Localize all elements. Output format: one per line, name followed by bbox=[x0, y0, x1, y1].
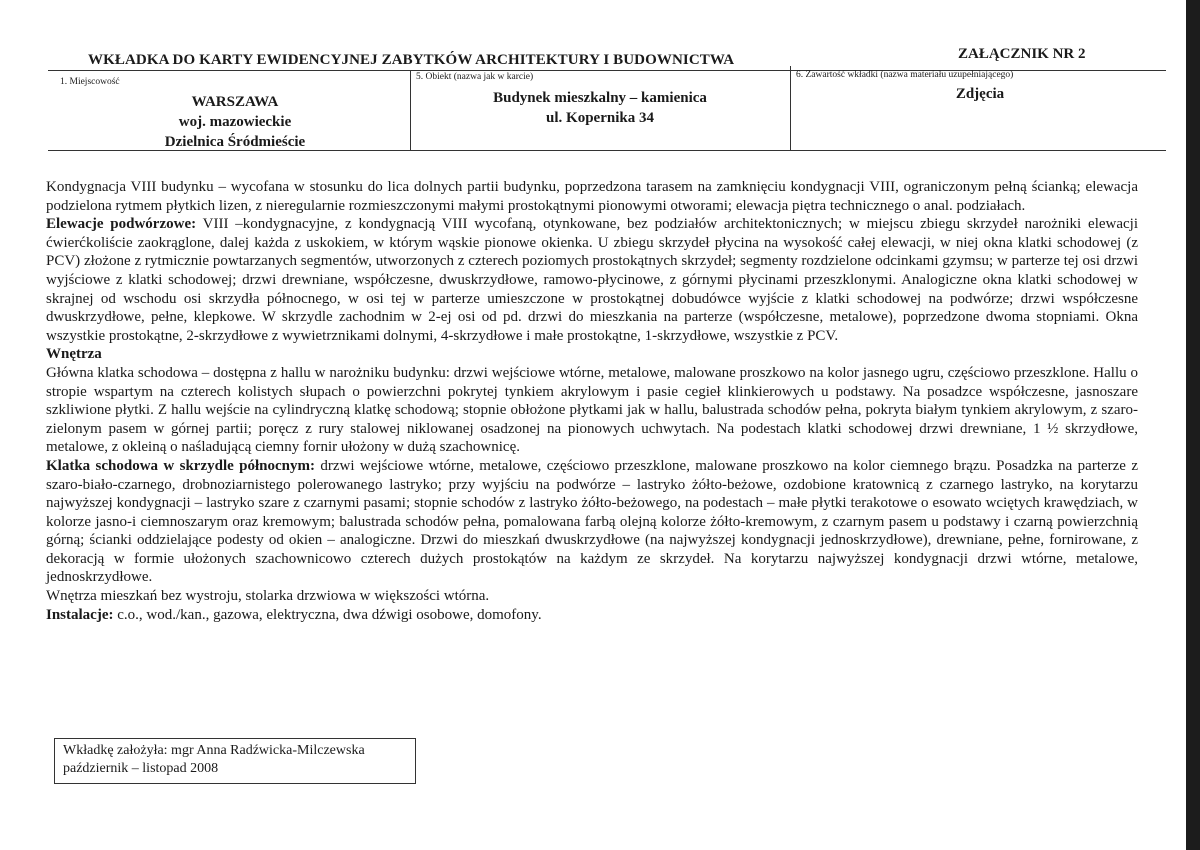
heading-installations: Instalacje: bbox=[46, 606, 114, 623]
paragraph-main-staircase: Główna klatka schodowa – dostępna z hallu w narożniku budynku: drzwi wejściowe wtórne, metalowe, malowane proszkowo na kolor jasnego ugru, częściowo przeszklone. Hallu o stropie wspartym na czterech kolistych słupach o powierzchni pokrytej tynkiem akrylowym i pasie cegieł klinkierowych u podstawy. Na posadzce współczesne, jasnoszare szkliwione płytki. Z hallu wejście na cylindryczną klatkę schodową; stopnie obłożone płytkami jak w hallu, balustrada schodów pełna, pokryta białym tynkiem akrylowym, z szaro-zielonym pasem w górnej partii; poręcz z rury stalowej niklowanej osadzonej na pionowych uchwytach. Na podestach klatki schodowej drzwi drewniane, 1 ½ skrzydłowe, metalowe, z okleiną o naśladującą ciemny fornir ułożony w dużą szachownicę. bbox=[46, 364, 1138, 456]
heading-interiors: Wnętrza bbox=[46, 346, 102, 363]
column-divider-1 bbox=[410, 70, 411, 150]
date-line: październik – listopad 2008 bbox=[63, 761, 219, 776]
paragraph-north-staircase: Klatka schodowa w skrzydle północnym: drzwi wejściowe wtórne, metalowe, częściowo przeszklone, malowane proszkowo na kolor ciemnego brązu. Posadzka na parterze z szaro-biało-czarnego, drobnoziarnistego polerowanego lastryko; przy wyjściu na podwórze – lastryko żółto-beżowe, ozdobione kratownicą z czarnego lastryko, na korytarzu najwyższej kondygnacji – lastryko szare z czarnymi pasami; stopnie schodów z lastryko żółto-beżowego, na podestach – małe płytki terakotowe o esowato wciętych krawędziach, w kolorze jasno-i ciemnoszarym oraz kremowym; balustrada schodów pełna, pomalowana farbą olejną kolorze żółto-kremowym, z czarnym pasem u podstawy i czarną powierzchnią górną; ścianki oddzielające podesty od okien – analogiczne. Drzwi do mieszkań dwuskrzydłowe (na najwyższej kondygnacji jednoskrzydłowe), drewniane, pełne, fornirowane, z dekoracją w formie ułożonych szachownicowo czterech dużych prostokątów na każdym ze skrzydeł. Na korytarzu najwyższej kondygnacji drzwi wtórne, metalowe, jednoskrzydłowe. bbox=[46, 457, 1138, 586]
location-voivodeship: woj. mazowieckie bbox=[178, 114, 292, 130]
object-type: Budynek mieszkalny – kamienica bbox=[493, 90, 707, 106]
location-label: 1. Miejscowość bbox=[60, 77, 120, 87]
description-body bbox=[46, 178, 1138, 624]
paragraph-courtyard: Elewacje podwórzowe: VIII –kondygnacyjne, z kondygnacją VIII wycofaną, otynkowane, bez podziałów architektonicznych; w miejscu zbiegu skrzydeł narożniki elewacji ćwierćkoliście zaokrąglone, dalej każda z uskokiem, w którym wąskie pionowe okienka. U zbiegu skrzydeł płycina na wysokość całej elewacji, w niej okna klatki schodowej (z PCV) złożone z rytmicznie powtarzanych segmentów, utworzonych z czterech poziomych prostokątnych skrzydeł; segmenty rozdzielone odcinkami gzymsu; w parterze tej osi drzwi wyjściowe z klatki schodowej; drzwi drewniane, współczesne, dwuskrzydłowe, ramowo-płycinowe, z górnymi płycinami przeszklonymi. Analogiczne okna klatki schodowej w skrajnej od wschodu osi skrzydła północnego, w osi tej w parterze umieszczone w prostokątnej dobudówce wyjście z klatki schodowej na podwórze; drzwi współczesne dwuskrzydłowe, pełne, klepkowe. W skrzydle zachodnim w 2-ej osi od pd. drzwi do mieszkania na parterze (współczesne, metalowe), poprzedzone dwoma stopniami. Okna wszystkie prostokątne, 2-skrzydłowe z wywietrznikami dolnymi, 4-skrzydłowe i małe prostokątne, 1-skrzydłowe, wszystkie z PCV. bbox=[46, 216, 1138, 344]
paragraph-upper-floor: Kondygnacja VIII budynku – wycofana w stosunku do lica dolnych partii budynku, poprzedzona tarasem na zamknięciu kondygnacji VIII, ograniczonym pełną ścianką; elewacja podzielona rytmem płytkich lizen, z nieregularnie rozmieszczonymi małymi prostokątnymi pionowymi otworami; elewacja piętra technicznego o anal. podziałach. bbox=[46, 179, 1138, 214]
paragraph-installations: Instalacje: c.o., wod./kan., gazowa, elektryczna, dwa dźwigi osobowe, domofony. bbox=[46, 606, 542, 623]
paragraph-apartments: Wnętrza mieszkań bez wystroju, stolarka drzwiowa w większości wtórna. bbox=[46, 588, 490, 605]
object-value bbox=[430, 88, 770, 128]
scan-edge bbox=[1186, 0, 1200, 850]
author-line: Wkładkę założyła: mgr Anna Radźwicka-Milczewska bbox=[63, 743, 365, 758]
column-divider-2 bbox=[790, 66, 791, 150]
object-address: ul. Kopernika 34 bbox=[546, 110, 654, 126]
annex-label: ZAŁĄCZNIK NR 2 bbox=[958, 46, 1086, 62]
contents-label: 6. Zawartość wkładki (nazwa materiału uzupełniającego) bbox=[796, 70, 1014, 80]
heading-courtyard-elevations: Elewacje podwórzowe: bbox=[46, 216, 197, 233]
heading-north-staircase: Klatka schodowa w skrzydle północnym: bbox=[46, 457, 315, 474]
location-value bbox=[110, 92, 360, 152]
location-city: WARSZAWA bbox=[191, 94, 279, 110]
contents-value: Zdjęcia bbox=[955, 86, 1005, 102]
author-box bbox=[54, 738, 416, 784]
object-label: 5. Obiekt (nazwa jak w karcie) bbox=[416, 72, 534, 82]
location-district: Dzielnica Śródmieście bbox=[164, 134, 306, 150]
document-title: WKŁADKA DO KARTY EWIDENCYJNEJ ZABYTKÓW ARCHITEKTURY I BUDOWNICTWA bbox=[88, 52, 735, 68]
